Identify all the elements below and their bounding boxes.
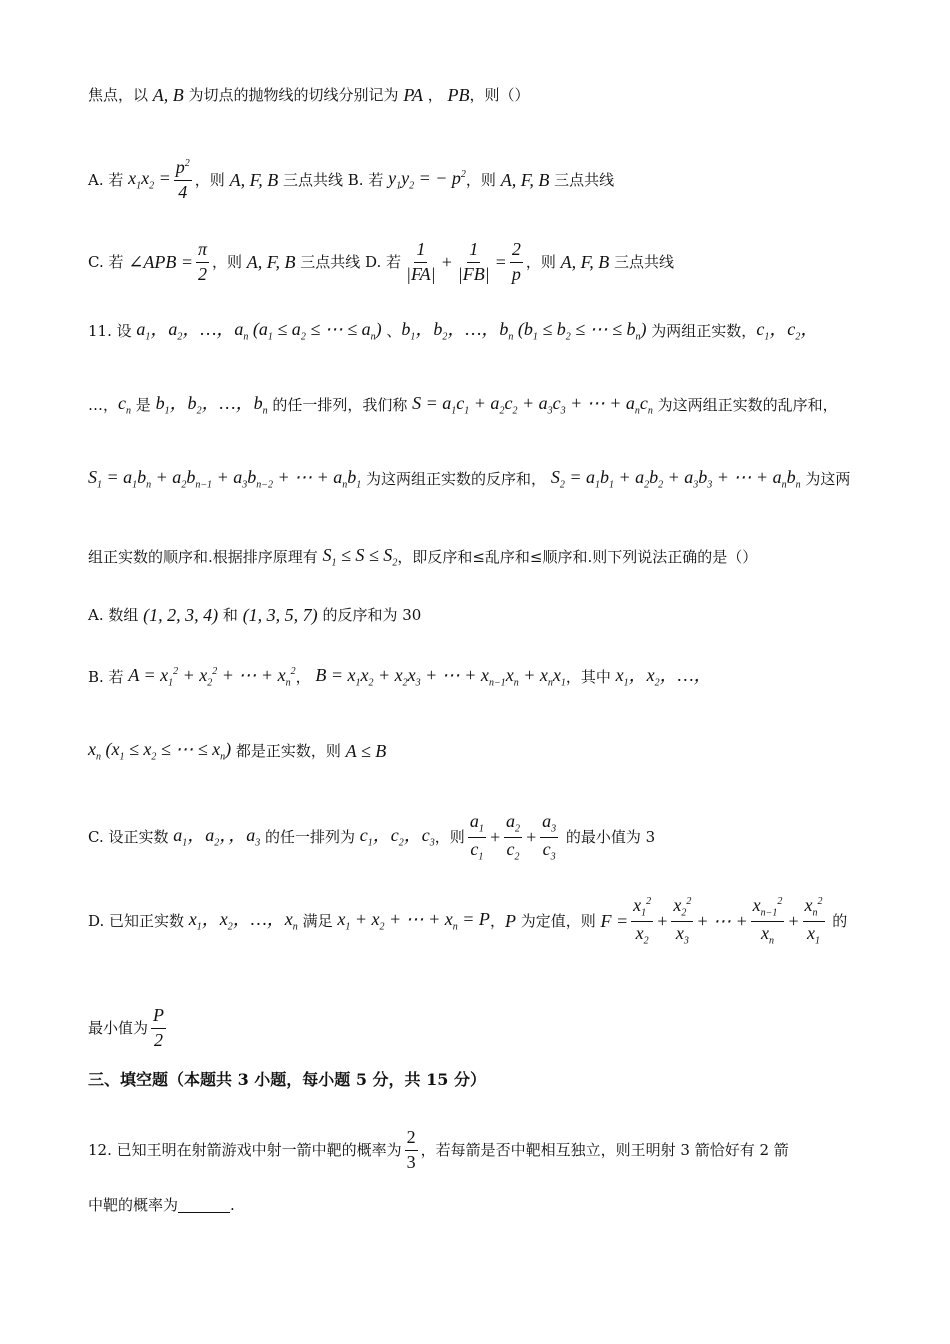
- math-AFB: A, F, B: [246, 252, 296, 273]
- text-segment: 12. 已知王明在射箭游戏中射一箭中靶的概率为: [88, 1140, 402, 1159]
- line-8-option-A: [88, 606, 870, 624]
- text-segment: ，则: [525, 252, 561, 271]
- text-segment: 三点共线 D. 若: [295, 252, 402, 271]
- fraction-a2-c2: $\frac{a_2}{c_2}$: [505, 811, 520, 863]
- text-segment: 三点共线: [609, 252, 675, 271]
- fraction-pi-over-2: $\frac{\pi}{2}$: [197, 239, 207, 284]
- math-inequality: $S_1 \le S \le S_2$: [322, 545, 398, 569]
- text-segment: 的任一排列为: [260, 827, 360, 846]
- text-segment: ，则: [212, 252, 247, 271]
- math-x-list: $x_1$，$x_2$，…，: [615, 665, 712, 689]
- fraction-a3-c3: $\frac{a_3}{c_3}$: [542, 811, 557, 863]
- text-segment: ，则: [465, 170, 501, 189]
- text-segment: 中靶的概率为: [88, 1196, 179, 1214]
- fraction-p2-over-4: $\frac{p^2}{4}$: [175, 157, 190, 202]
- line-11-option-C: [88, 812, 870, 862]
- text-segment: 为两组正实数，: [646, 321, 757, 340]
- math-AFB: A, F, B: [229, 170, 279, 191]
- text-segment: 三点共线: [549, 170, 615, 189]
- text-segment: 的: [827, 911, 848, 930]
- fraction-xn1sq-xn: $\frac{x_{n-1}^2}{x_n}$: [752, 895, 783, 947]
- math-B-def: $B = x_1x_2 + x_2x_3$ + ⋯ + $x_{n-1}x_n + x_nx_1$: [315, 665, 566, 689]
- text-segment: 的最小值为 3: [561, 827, 656, 846]
- line-4-question-11: [88, 320, 870, 343]
- fraction-x1sq-x2: $\frac{x_1^2}{x_2}$: [633, 895, 652, 947]
- fraction-xnsq-x1: $\frac{x_n^2}{x_1}$: [804, 895, 823, 947]
- math-x-list: $x_1$，$x_2$，…，$x_n$: [188, 908, 298, 933]
- text-segment: 为这两: [800, 469, 851, 488]
- math-a-list: $a_1$，$a_2$，，$a_3$: [173, 824, 261, 849]
- text-segment: 最小值为: [88, 1018, 149, 1037]
- line-9-option-B: [88, 666, 870, 689]
- math-A-le-B: A ≤ B: [345, 741, 387, 762]
- text-segment: 焦点，以: [88, 85, 153, 104]
- math-dots: + ⋯ +: [696, 911, 748, 932]
- text-segment: 的任一排列，我们称: [267, 395, 413, 414]
- section-heading: 三、填空题（本题共 3 小题，每小题 5 分，共 15 分）: [88, 1070, 486, 1089]
- math-A-def: $A = x_1^2 + x_2^2$ + ⋯ + $x_n^2$: [128, 665, 296, 689]
- math-S-def: $S = a_1c_1 + a_2c_2 + a_3c_3$ + ⋯ + $a_nc_n$: [412, 393, 653, 417]
- answer-blank[interactable]: [178, 1198, 230, 1213]
- math-PB: PB: [447, 85, 470, 105]
- math-c-list: $c_1$，$c_2$，$c_3$: [359, 824, 435, 849]
- line-2-option-A-B: [88, 158, 870, 203]
- text-segment: 和: [218, 605, 243, 624]
- text-segment: ，: [489, 911, 505, 930]
- math-cn: $c_n$: [118, 393, 132, 417]
- math-plus: +: [656, 911, 669, 932]
- line-12-option-D: [88, 896, 870, 946]
- line-10: [88, 740, 870, 763]
- line-3-option-C-D: [88, 240, 870, 285]
- text-segment: ，: [423, 85, 448, 104]
- text-segment: 都是正实数，则: [231, 741, 346, 760]
- text-segment: 为这两组正实数的反序和，: [361, 469, 551, 488]
- text-segment: A. 若: [88, 170, 129, 189]
- line-7: [88, 546, 870, 569]
- text-segment: 、: [381, 321, 402, 340]
- line-6: [88, 468, 870, 491]
- text-segment: ，即反序和≤乱序和≤顺序和.则下列说法正确的是（）: [397, 547, 758, 566]
- math-y1y2: $y_1y_2$ = − $p^2$: [388, 168, 466, 192]
- math-equals: =: [494, 252, 507, 273]
- text-segment: 的反序和为 30: [317, 605, 422, 624]
- text-segment: 是: [131, 395, 156, 414]
- math-AFB: A, F, B: [560, 252, 610, 273]
- math-tuple-1: (1, 2, 3, 4): [143, 605, 219, 625]
- math-seq-b: $b_1$，$b_2$，…，$b_n$ ($b_1 \le b_2$ ≤ ⋯ ≤ $b_n$): [401, 319, 647, 343]
- math-plus: +: [488, 827, 501, 848]
- text-segment: D. 已知正实数: [88, 911, 189, 930]
- math-xn-order: $x_n$ ($x_1 \le x_2$ ≤ ⋯ ≤ $x_n$): [88, 739, 232, 763]
- math-P: P: [504, 911, 516, 932]
- text-segment: .: [230, 1196, 235, 1214]
- text-segment: ，其中: [565, 667, 616, 686]
- text-segment: 为切点的抛物线的切线分别记为: [183, 85, 404, 104]
- text-segment: 满足: [297, 911, 338, 930]
- fraction-x2sq-x3: $\frac{x_2^2}{x_3}$: [673, 895, 692, 947]
- math-x1x2: $x_1x_2$ =: [128, 168, 171, 192]
- math-plus: +: [440, 252, 453, 273]
- math-seq-a: $a_1$，$a_2$，…，$a_n$ ($a_1 \le a_2$ ≤ ⋯ ≤ $a_n$): [136, 319, 382, 343]
- text-segment: ，则（）: [469, 85, 530, 104]
- line-13: [88, 1006, 870, 1051]
- math-PA: PA: [403, 85, 423, 105]
- math-plus: +: [787, 911, 800, 932]
- math-sum-P: $x_1 + x_2$ + ⋯ + $x_n = P$: [337, 908, 490, 933]
- math-AFB: A, F, B: [500, 170, 550, 191]
- text-segment: …，: [88, 395, 119, 414]
- text-segment: 三点共线 B. 若: [278, 170, 389, 189]
- text-segment: 11. 设: [88, 321, 137, 340]
- math-S1-def: $S_1 = a_1b_n + a_2b_{n-1} + a_3b_{n-2}$ + ⋯ + $a_nb_1$: [88, 467, 362, 491]
- math-AB: A, B: [152, 85, 184, 105]
- text-segment: ，若每箭是否中靶相互独立，则王明射 3 箭恰好有 2 箭: [420, 1140, 789, 1159]
- math-S2-def: $S_2 = a_1b_1 + a_2b_2 + a_3b_3$ + ⋯ + $a_nb_n$: [550, 467, 801, 491]
- text-segment: 组正实数的顺序和.根据排序原理有: [88, 547, 323, 566]
- question-12-line-2: [88, 1198, 870, 1213]
- text-segment: ，则: [434, 827, 465, 846]
- text-segment: ，则: [194, 170, 230, 189]
- line-1: [88, 86, 870, 104]
- text-segment: C. 设正实数: [88, 827, 174, 846]
- fraction-1-over-FB: $\frac{1}{|FB|}$: [457, 239, 490, 284]
- text-segment: ，: [295, 667, 316, 686]
- fraction-2-over-p: $\frac{2}{p}$: [511, 239, 521, 284]
- fraction-P-over-2: $\frac{P}{2}$: [153, 1005, 165, 1050]
- math-b-list: $b_1$，$b_2$，…，$b_n$: [155, 393, 268, 417]
- question-12-line-1: [88, 1128, 870, 1173]
- math-c1c2: $c_1$，$c_2$，: [756, 319, 819, 343]
- text-segment: C. 若: [88, 252, 129, 271]
- math-F-equals: F =: [600, 911, 629, 932]
- math-tuple-2: (1, 3, 5, 7): [242, 605, 318, 625]
- text-segment: 为这两组正实数的乱序和，: [652, 395, 838, 414]
- text-segment: B. 若: [88, 667, 129, 686]
- math-plus: +: [524, 827, 538, 848]
- fraction-a1-c1: $\frac{a_1}{c_1}$: [469, 811, 484, 863]
- fraction-1-over-FA: $\frac{1}{|FA|}$: [406, 239, 436, 284]
- line-5: [88, 394, 870, 417]
- math-angle-APB: ∠APB =: [128, 252, 193, 273]
- text-segment: 为定值，则: [515, 911, 601, 930]
- fraction-2-over-3: $\frac{2}{3}$: [406, 1127, 416, 1172]
- text-segment: A. 数组: [88, 605, 144, 624]
